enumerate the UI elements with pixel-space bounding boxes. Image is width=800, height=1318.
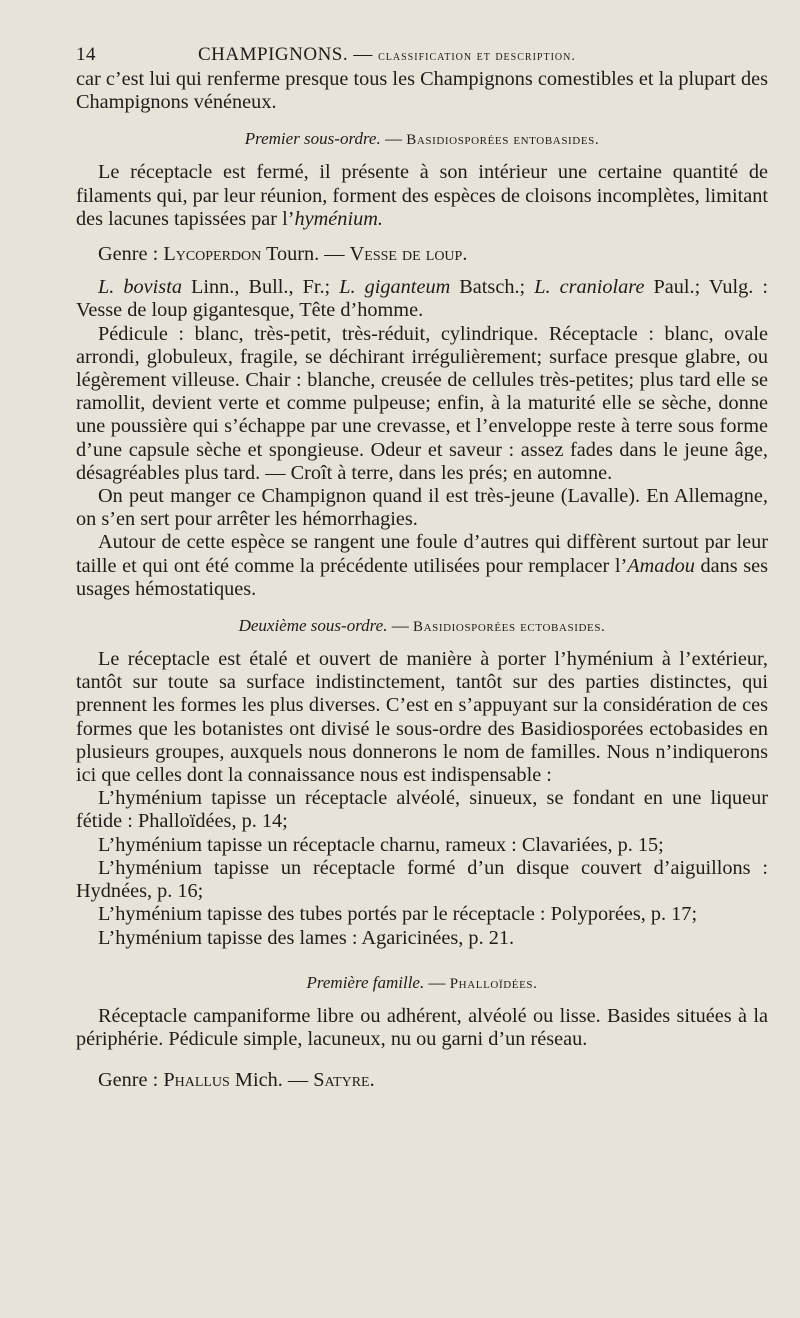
genus-name: Lycoperdon bbox=[163, 243, 262, 266]
running-title-main: CHAMPIGNONS. bbox=[198, 44, 349, 65]
subheading-separator: — bbox=[380, 129, 407, 149]
family-list-item: L’hyménium tapisse des tubes portés par le réceptacle : Polyporées, p. 17; bbox=[98, 903, 698, 926]
paragraph-description: Pédicule : blanc, très-petit, très-réduit, cylindrique. Réceptacle : blanc, ovale arrondi, globuleux, fragile, se déchirant irrégulièrement; surface presque glabre, ou légèrement villeuse. Chair : blanche, creusée de cellules très-petites; plus tard elle se ramollit, devient verte et comme pulpeuse; enfin, à la maturité elle se sèche, donne une poussière qui s’échappe par une crevasse, et l’enveloppe reste à terre sous forme d’une capsule sèche et spongieuse. Odeur et saveur : assez fades dans le jeune âge, désagréables plus tard. — Croît à terre, dans les prés; en automne. bbox=[76, 322, 768, 484]
species-name: L. bovista bbox=[98, 276, 182, 299]
genre-label: Genre : bbox=[98, 1069, 164, 1092]
family-list-item: L’hyménium tapisse un réceptacle formé d’un disque couvert d’aiguillons : Hydnées, p. 16; bbox=[76, 856, 768, 903]
term-hymenium: hyménium. bbox=[294, 207, 383, 230]
subheading-premier-sous-ordre bbox=[76, 128, 768, 151]
running-title bbox=[198, 44, 576, 66]
paragraph-synonyms bbox=[76, 276, 768, 322]
paragraph-text: dans ses usages hémostatiques. bbox=[76, 554, 768, 600]
paragraph-text: Le réceptacle est fermé, il présente à son intérieur une certaine quantité de filaments qui, par leur réunion, forment des espèces de cloisons incomplètes, limitant des lacunes tapissées par l’ bbox=[76, 161, 768, 230]
genre-phallus bbox=[76, 1069, 768, 1092]
running-title-sub: classification et description. bbox=[378, 49, 576, 64]
genus-author: Tourn. — bbox=[261, 243, 350, 266]
paragraph-entobasides bbox=[76, 161, 768, 231]
species-name: L. giganteum bbox=[339, 276, 451, 299]
subheading-premiere-famille bbox=[76, 972, 768, 995]
family-list-item: L’hyménium tapisse un réceptacle charnu, rameux : Clavariées, p. 15; bbox=[98, 833, 664, 856]
genus-name: Phallus bbox=[163, 1069, 230, 1092]
subheading-separator: — bbox=[424, 972, 450, 992]
common-name: Satyre. bbox=[313, 1069, 375, 1092]
paragraph-intro: car c’est lui qui renferme presque tous les Champignons comestibles et la plupart des Champignons vénéneux. bbox=[76, 68, 768, 114]
subheading-title: Basidiosporées entobasides. bbox=[406, 132, 600, 149]
paragraph-usage: On peut manger ce Champignon quand il est très-jeune (Lavalle). En Allemagne, on s’en sert pour arrêter les hémorrhagies. bbox=[76, 485, 768, 531]
subheading-separator: — bbox=[387, 616, 413, 636]
term-amadou: Amadou bbox=[627, 554, 695, 577]
subheading-deuxieme-sous-ordre bbox=[76, 615, 768, 638]
paragraph-phalloidees: Réceptacle campaniforme libre ou adhérent, alvéolé ou lisse. Basides situées à la périphérie. Pédicule simple, lacuneux, nu ou garni d’un réseau. bbox=[76, 1004, 768, 1050]
page-number: 14 bbox=[76, 44, 96, 65]
subheading-label: Première famille. bbox=[306, 972, 425, 992]
running-title-separator: — bbox=[348, 44, 379, 65]
subheading-title: Phalloïdées. bbox=[449, 975, 538, 992]
subheading-label: Deuxième sous-ordre. bbox=[238, 616, 388, 636]
subheading-label: Premier sous-ordre. bbox=[244, 129, 381, 149]
genus-author: Mich. — bbox=[229, 1069, 314, 1092]
synonym-text: Paul.; Vulg. : Vesse de loup gigantesque, Tête d’homme. bbox=[76, 276, 768, 322]
common-name: Vesse de loup. bbox=[349, 243, 468, 266]
paragraph-text: Autour de cette espèce se rangent une foule d’autres qui diffèrent surtout par leur taille et qui ont été comme la précédente utilisées pour remplacer l’ bbox=[76, 531, 768, 577]
running-header bbox=[76, 38, 768, 68]
synonym-text: Batsch.; bbox=[450, 276, 535, 299]
genre-lycoperdon bbox=[76, 243, 768, 266]
subheading-title: Basidiosporées ectobasides. bbox=[412, 619, 606, 636]
paragraph-related-species bbox=[76, 531, 768, 601]
genre-label: Genre : bbox=[98, 243, 164, 266]
family-list-item: L’hyménium tapisse un réceptacle alvéolé, sinueux, se fondant en une liqueur fétide : Phalloïdées, p. 14; bbox=[76, 787, 768, 833]
synonym-text: Linn., Bull., Fr.; bbox=[181, 276, 340, 299]
family-list-item: L’hyménium tapisse des lames : Agaricinées, p. 21. bbox=[98, 926, 515, 949]
paragraph-ectobasides: Le réceptacle est étalé et ouvert de manière à porter l’hyménium à l’extérieur, tantôt sur toute sa surface indistinctement, tantôt sur des parties distinctes, qui prennent les formes les plus diverses. C’est en s’appuyant sur la considération de ces formes que les botanistes ont divisé le sous-ordre des Basidiosporées ectobasides en plusieurs groupes, auxquels nous donnerons le nom de familles. Nous n’indiquerons ici que celles dont la connaissance nous est indispensable : bbox=[76, 648, 768, 787]
species-name: L. craniolare bbox=[534, 276, 645, 299]
